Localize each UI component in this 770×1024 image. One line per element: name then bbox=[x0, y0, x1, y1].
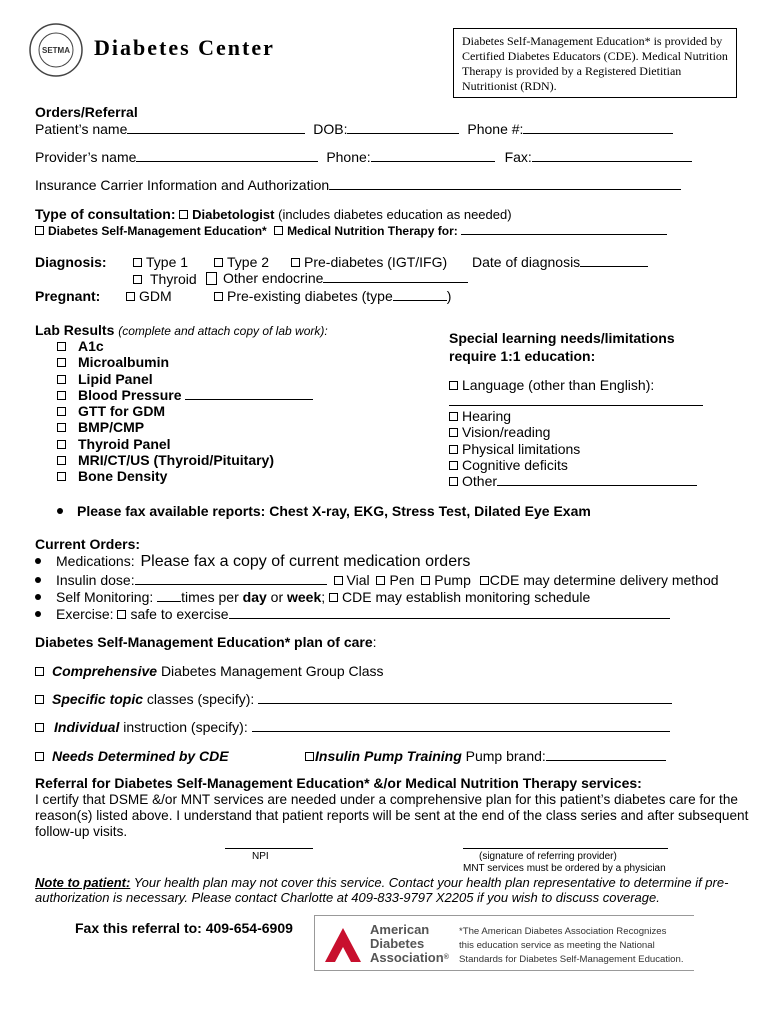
insulin-line bbox=[35, 572, 719, 588]
special-need-label: Other bbox=[462, 473, 498, 490]
mnt-physician-note: MNT services must be ordered by a physician bbox=[463, 863, 666, 874]
ada-name-3-text: Association bbox=[370, 950, 444, 965]
plan-pump bbox=[305, 748, 666, 764]
diagnosis-date bbox=[472, 254, 648, 270]
dob-field[interactable] bbox=[347, 121, 459, 134]
plan-specific bbox=[35, 691, 672, 707]
individual-label: Individual bbox=[54, 719, 120, 735]
vial-checkbox[interactable] bbox=[334, 576, 343, 585]
lab-item-label: Blood Pressure bbox=[78, 386, 182, 403]
cde-plan-checkbox[interactable] bbox=[35, 752, 44, 761]
mnt-checkbox[interactable] bbox=[274, 226, 283, 235]
special-language bbox=[449, 377, 654, 393]
pregnant-label: Pregnant: bbox=[35, 288, 101, 304]
insurance-line bbox=[35, 177, 681, 193]
pump-label: Pump bbox=[434, 572, 471, 588]
lab-imaging-checkbox[interactable] bbox=[57, 456, 66, 465]
cognitive-checkbox[interactable] bbox=[449, 461, 458, 470]
bullet-icon bbox=[35, 577, 41, 583]
special-need-item bbox=[449, 441, 697, 457]
orders-heading: Orders/Referral bbox=[35, 104, 138, 120]
physical-checkbox[interactable] bbox=[449, 445, 458, 454]
lab-list bbox=[57, 338, 313, 485]
insurance-label: Insurance Carrier Information and Authorization bbox=[35, 177, 330, 193]
diabetologist-label: Diabetologist bbox=[192, 207, 275, 222]
comprehensive-rest: Diabetes Management Group Class bbox=[160, 663, 384, 679]
plan-individual bbox=[35, 719, 670, 735]
ada-recognition-1: *The American Diabetes Association Recognizes bbox=[459, 926, 667, 937]
fax-reports-text: Please fax available reports: Chest X-ray, EKG, Stress Test, Dilated Eye Exam bbox=[77, 503, 591, 519]
lab-item-label: BMP/CMP bbox=[78, 419, 145, 436]
lab-item-label: Lipid Panel bbox=[78, 370, 153, 387]
other-need-field[interactable] bbox=[497, 473, 697, 486]
note-text-1: Your health plan may not cover this service. Contact your health plan representative to determine if pre- bbox=[133, 875, 729, 890]
type2-checkbox[interactable] bbox=[214, 258, 223, 267]
bullet-icon bbox=[57, 508, 63, 514]
consultation-line-2 bbox=[35, 222, 667, 238]
lab-item bbox=[57, 371, 313, 387]
specific-field[interactable] bbox=[258, 691, 672, 704]
lab-gtt-checkbox[interactable] bbox=[57, 407, 66, 416]
insulin-label: Insulin dose: bbox=[56, 572, 135, 588]
ada-name-3 bbox=[370, 951, 449, 964]
phone-num-field[interactable] bbox=[523, 121, 673, 134]
vision-checkbox[interactable] bbox=[449, 428, 458, 437]
provider-phone-field[interactable] bbox=[371, 149, 495, 162]
note-line-1 bbox=[35, 875, 728, 890]
signature-label: (signature of referring provider) bbox=[479, 851, 617, 862]
patient-line bbox=[35, 121, 673, 137]
other-endocrine-label: Other endocrine bbox=[223, 270, 324, 286]
type1-checkbox[interactable] bbox=[133, 258, 142, 267]
specific-label: Specific topic bbox=[52, 691, 144, 707]
diagnosis-label: Diagnosis: bbox=[35, 254, 107, 270]
plan-comprehensive bbox=[35, 663, 384, 679]
individual-checkbox[interactable] bbox=[35, 723, 44, 732]
dsme-label: Diabetes Self-Management Education* bbox=[48, 224, 267, 238]
lab-item bbox=[57, 436, 313, 452]
type1-label: Type 1 bbox=[146, 254, 189, 270]
ada-recognition-3: Standards for Diabetes Self-Management Education. bbox=[459, 954, 684, 965]
notice-box bbox=[453, 28, 737, 98]
day-label: day bbox=[242, 589, 267, 605]
diagnosis-date-field[interactable] bbox=[580, 254, 648, 267]
npi-field[interactable] bbox=[225, 848, 313, 849]
diagnosis-prediabetes bbox=[291, 254, 447, 270]
fax-to: Fax this referral to: 409-654-6909 bbox=[75, 920, 293, 936]
specific-checkbox[interactable] bbox=[35, 695, 44, 704]
lab-item bbox=[57, 338, 313, 354]
bullet-icon bbox=[35, 611, 41, 617]
vial-label: Vial bbox=[346, 572, 370, 588]
diagnosis-date-label: Date of diagnosis bbox=[472, 254, 581, 270]
exercise-label: Exercise: bbox=[56, 606, 114, 622]
provider-phone-label: Phone: bbox=[326, 149, 371, 165]
lab-bone-density-checkbox[interactable] bbox=[57, 472, 66, 481]
fax-reports-line bbox=[57, 503, 591, 519]
individual-rest: instruction (specify): bbox=[123, 719, 248, 735]
medications-value: Please fax a copy of current medication orders bbox=[140, 553, 471, 570]
thyroid-label: Thyroid bbox=[150, 271, 197, 287]
cde-schedule-checkbox[interactable] bbox=[329, 593, 338, 602]
referral-heading: Referral for Diabetes Self-Management Education* &/or Medical Nutrition Therapy services: bbox=[35, 775, 642, 791]
referral-text-1: I certify that DSME &/or MNT services are needed under a comprehensive plan for this patient’s diabetes care for the bbox=[35, 792, 738, 807]
language-label: Language (other than English): bbox=[462, 377, 655, 393]
lab-bmp-checkbox[interactable] bbox=[57, 423, 66, 432]
special-need-label: Vision/reading bbox=[462, 424, 551, 441]
lab-item-label: Bone Density bbox=[78, 468, 168, 485]
preexisting-label: Pre-existing diabetes (type bbox=[227, 288, 393, 304]
lab-item bbox=[57, 354, 313, 370]
special-needs-list bbox=[449, 408, 697, 489]
lab-item bbox=[57, 387, 313, 403]
preexisting-checkbox[interactable] bbox=[214, 292, 223, 301]
provider-fax-label: Fax: bbox=[504, 149, 532, 165]
bullet-icon bbox=[35, 558, 41, 564]
special-needs-heading-2: require 1:1 education: bbox=[449, 348, 596, 364]
lab-item bbox=[57, 452, 313, 468]
signature-field[interactable] bbox=[463, 848, 668, 849]
phone-num-label: Phone #: bbox=[467, 121, 524, 137]
ada-box bbox=[314, 915, 694, 971]
week-label: week bbox=[287, 589, 322, 605]
note-label: Note to patient: bbox=[35, 875, 131, 890]
plan-heading-line bbox=[35, 634, 377, 650]
pump-training-label: Insulin Pump Training bbox=[315, 748, 462, 764]
gdm-label: GDM bbox=[139, 288, 172, 304]
lab-microalbumin-checkbox[interactable] bbox=[57, 358, 66, 367]
labs-note: (complete and attach copy of lab work): bbox=[118, 324, 328, 338]
pen-checkbox[interactable] bbox=[376, 576, 385, 585]
labs-heading: Lab Results bbox=[35, 322, 115, 338]
other-checkbox[interactable] bbox=[449, 477, 458, 486]
diagnosis-preexisting bbox=[214, 288, 451, 304]
diagnosis-thyroid bbox=[133, 271, 197, 287]
ada-recognition-2: this education service as meeting the National bbox=[459, 940, 655, 951]
provider-line bbox=[35, 149, 692, 165]
ada-name-1: American bbox=[370, 922, 430, 937]
notice-text: Diabetes Self-Management Education* is provided by Certified Diabetes Educators (CDE). Medical Nutrition Therapy is provided by a Registered Dietitian Nutritionist (RDN). bbox=[462, 34, 728, 93]
exercise-line bbox=[35, 606, 670, 622]
lab-thyroid-checkbox[interactable] bbox=[57, 440, 66, 449]
consultation-line bbox=[35, 206, 512, 222]
language-field[interactable] bbox=[449, 393, 703, 406]
special-need-item bbox=[449, 408, 697, 424]
ada-registered-mark: ® bbox=[443, 954, 449, 961]
diabetologist-note: (includes diabetes education as needed) bbox=[278, 207, 512, 222]
language-checkbox[interactable] bbox=[449, 381, 458, 390]
preexisting-close: ) bbox=[446, 288, 452, 304]
pump-brand-field[interactable] bbox=[546, 748, 666, 761]
mnt-label: Medical Nutrition Therapy for: bbox=[287, 224, 458, 238]
blood-pressure-field[interactable] bbox=[185, 387, 313, 400]
insulin-dose-field[interactable] bbox=[135, 572, 327, 585]
bullet-icon bbox=[35, 594, 41, 600]
comprehensive-checkbox[interactable] bbox=[35, 667, 44, 676]
note-line-2: authorization is necessary. Please contact Charlotte at 409-833-9797 X2205 if you wish to discuss coverage. bbox=[35, 890, 660, 905]
pump-brand-label: Pump brand: bbox=[465, 748, 546, 764]
diagnosis-type1 bbox=[133, 254, 188, 270]
setma-logo bbox=[28, 22, 84, 78]
thyroid-checkbox[interactable] bbox=[133, 275, 142, 284]
labs-heading-line bbox=[35, 322, 328, 338]
lab-bp-checkbox[interactable] bbox=[57, 391, 66, 400]
pen-label: Pen bbox=[389, 572, 415, 588]
special-needs-heading-1: Special learning needs/limitations bbox=[449, 330, 675, 346]
other-endocrine-checkbox[interactable] bbox=[206, 272, 217, 285]
exercise-field[interactable] bbox=[229, 606, 670, 619]
dsme-checkbox[interactable] bbox=[35, 226, 44, 235]
times-per-label: times per bbox=[181, 589, 239, 605]
medications-line bbox=[35, 553, 470, 571]
or-label: or bbox=[270, 589, 284, 605]
special-need-label: Hearing bbox=[462, 408, 512, 424]
consultation-label: Type of consultation: bbox=[35, 206, 176, 222]
ada-logo bbox=[323, 926, 363, 966]
exercise-safe-label: safe to exercise bbox=[130, 606, 229, 622]
lab-item bbox=[57, 403, 313, 419]
pump-training-checkbox[interactable] bbox=[305, 752, 314, 761]
preexisting-type-field[interactable] bbox=[393, 288, 447, 301]
individual-field[interactable] bbox=[252, 719, 670, 732]
pump-checkbox[interactable] bbox=[421, 576, 430, 585]
prediabetes-checkbox[interactable] bbox=[291, 258, 300, 267]
page-title: Diabetes Center bbox=[94, 35, 275, 60]
current-orders-heading: Current Orders: bbox=[35, 536, 141, 552]
medications-label: Medications: bbox=[56, 553, 135, 569]
referral-text-2: reason(s) listed above. I understand that patient reports will be sent at the end of the class series and after subsequent bbox=[35, 808, 749, 823]
provider-fax-field[interactable] bbox=[532, 149, 692, 162]
smbg-times-field[interactable] bbox=[157, 589, 181, 602]
plan-cde bbox=[35, 748, 229, 764]
lab-item-label: MRI/CT/US (Thyroid/Pituitary) bbox=[78, 452, 274, 469]
insurance-field[interactable] bbox=[329, 177, 681, 190]
special-need-item bbox=[449, 457, 697, 473]
provider-name-field[interactable] bbox=[136, 149, 318, 162]
npi-label: NPI bbox=[252, 851, 269, 862]
dob-label: DOB: bbox=[313, 121, 348, 137]
type2-label: Type 2 bbox=[227, 254, 270, 270]
lab-item bbox=[57, 419, 313, 435]
lab-item-label: Microalbumin bbox=[78, 354, 170, 371]
other-endocrine-field[interactable] bbox=[323, 270, 468, 283]
smbg-line: Self Monitoring: times per day or week; CDE may establish monitoring schedule bbox=[35, 589, 590, 605]
lab-a1c-checkbox[interactable] bbox=[57, 342, 66, 351]
plan-heading: Diabetes Self-Management Education* plan of care bbox=[35, 634, 373, 650]
comprehensive-label: Comprehensive bbox=[52, 663, 158, 679]
special-need-item bbox=[449, 473, 697, 489]
lab-lipid-checkbox[interactable] bbox=[57, 375, 66, 384]
diagnosis-gdm bbox=[126, 288, 172, 304]
hearing-checkbox[interactable] bbox=[449, 412, 458, 421]
prediabetes-label: Pre-diabetes (IGT/IFG) bbox=[304, 254, 448, 270]
diagnosis-type2 bbox=[214, 254, 269, 270]
gdm-checkbox[interactable] bbox=[126, 292, 135, 301]
cde-delivery-label: CDE may determine delivery method bbox=[489, 572, 719, 588]
diabetologist-checkbox[interactable] bbox=[179, 210, 188, 219]
logo-initials: SETMA bbox=[42, 46, 70, 55]
referral-text-3: follow-up visits. bbox=[35, 824, 128, 839]
lab-item bbox=[57, 468, 313, 484]
smbg-label: Self Monitoring: bbox=[56, 589, 154, 605]
exercise-checkbox[interactable] bbox=[117, 610, 126, 619]
lab-item-label: Thyroid Panel bbox=[78, 435, 171, 452]
cde-delivery-checkbox[interactable] bbox=[480, 576, 489, 585]
special-need-label: Physical limitations bbox=[462, 440, 581, 457]
specific-rest: classes (specify): bbox=[146, 691, 255, 707]
diagnosis-other-endocrine bbox=[206, 270, 468, 286]
plan-heading-colon: : bbox=[372, 634, 377, 650]
lab-item-label: A1c bbox=[78, 338, 104, 354]
cde-schedule-label: CDE may establish monitoring schedule bbox=[342, 589, 591, 605]
cde-plan-label: Needs Determined by CDE bbox=[52, 748, 229, 764]
provider-name-label: Provider’s name bbox=[35, 149, 137, 165]
lab-item-label: GTT for GDM bbox=[78, 403, 166, 420]
ada-name-2: Diabetes bbox=[370, 936, 425, 951]
patient-name-field[interactable] bbox=[127, 121, 305, 134]
special-need-label: Cognitive deficits bbox=[462, 456, 568, 473]
special-need-item bbox=[449, 424, 697, 440]
mnt-field[interactable] bbox=[461, 222, 667, 235]
patient-name-label: Patient’s name bbox=[35, 121, 128, 137]
